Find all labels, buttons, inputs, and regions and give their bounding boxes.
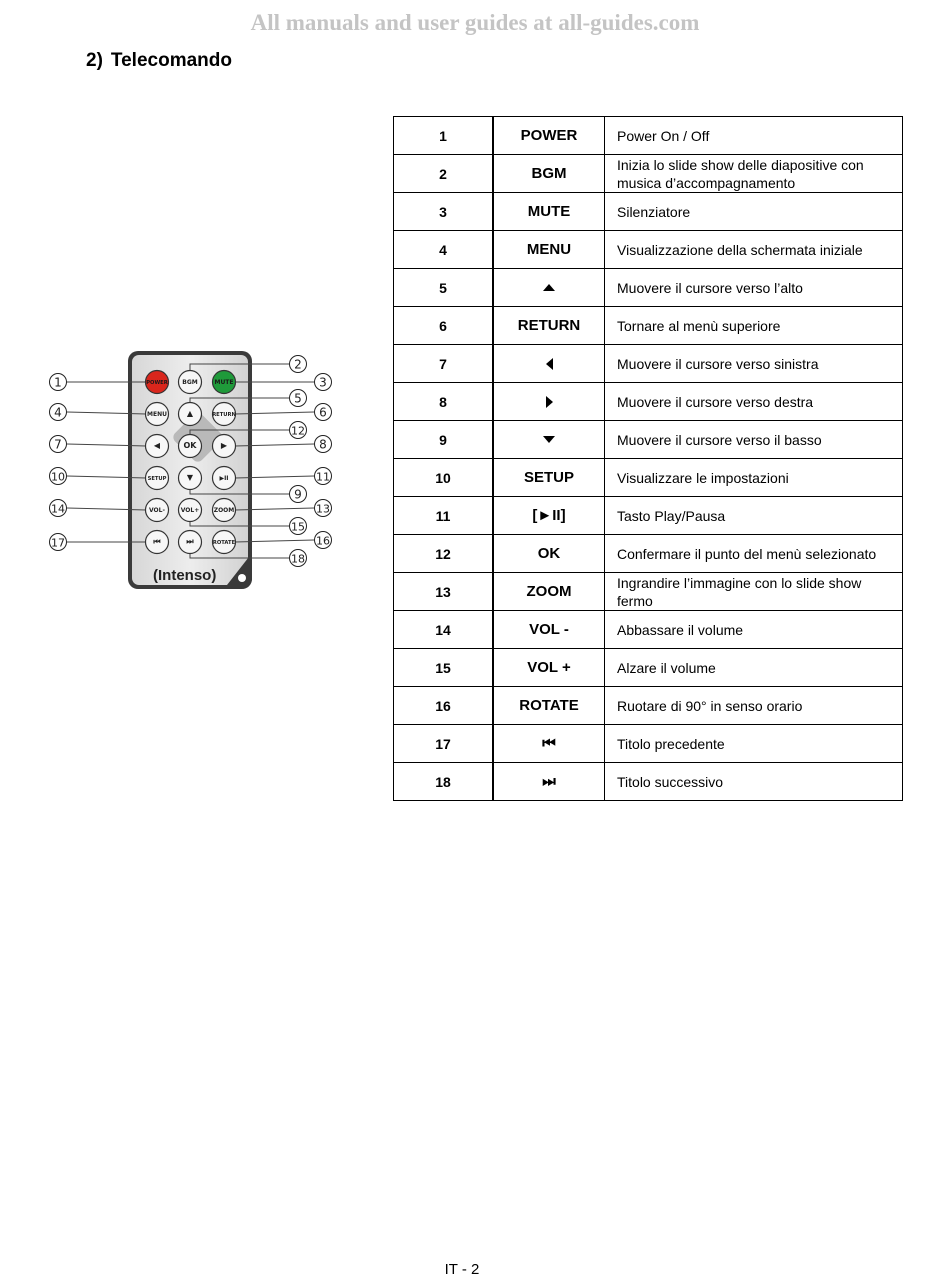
ok-button <box>179 435 202 458</box>
table-row <box>394 649 903 687</box>
table-row <box>394 535 903 573</box>
remote-control-diagram <box>40 348 340 596</box>
arrow-left-icon <box>546 358 553 370</box>
row-number: 3 <box>394 193 494 231</box>
row-number: 6 <box>394 307 494 345</box>
row-description: Confermare il punto del menù selezionato <box>605 535 903 573</box>
row-key: MUTE <box>493 193 605 231</box>
bgm-button <box>179 371 202 394</box>
arrow-right-icon <box>546 396 553 408</box>
row-key: ZOOM <box>493 573 605 611</box>
row-number: 8 <box>394 383 494 421</box>
table-row <box>394 231 903 269</box>
row-key: POWER <box>493 117 605 155</box>
callout-number-3: 3 <box>319 375 327 390</box>
right-button-label: ▶ <box>220 441 228 451</box>
table-row <box>394 687 903 725</box>
vol-plus-button-label: VOL+ <box>180 507 200 515</box>
power-button-label: POWER <box>146 380 168 387</box>
section-number: 2) <box>86 50 103 71</box>
callout-number-8: 8 <box>319 437 327 452</box>
bgm-button-label: BGM <box>182 379 198 387</box>
ok-button-label: OK <box>183 441 197 451</box>
vol-minus-button <box>146 499 169 522</box>
row-key <box>493 345 605 383</box>
callout-number-16: 16 <box>316 534 330 548</box>
row-key: [►II] <box>493 497 605 535</box>
callout-number-18: 18 <box>291 552 305 566</box>
prev-button-label: ⏮ <box>153 537 161 547</box>
mute-button <box>213 371 236 394</box>
row-number: 5 <box>394 269 494 307</box>
table-row <box>394 459 903 497</box>
row-number: 13 <box>394 573 494 611</box>
table-row <box>394 269 903 307</box>
callout-number-9: 9 <box>294 487 302 502</box>
row-number: 18 <box>394 763 494 801</box>
play-pause-button <box>213 467 236 490</box>
row-description: Muovere il cursore verso l’alto <box>605 269 903 307</box>
down-button-label: ▼ <box>186 473 194 483</box>
callout-number-4: 4 <box>54 405 62 420</box>
prev-button <box>146 531 169 554</box>
row-number: 17 <box>394 725 494 763</box>
row-number: 2 <box>394 155 494 193</box>
key-table <box>393 116 903 801</box>
callout-number-11: 11 <box>316 470 330 484</box>
table-row <box>394 497 903 535</box>
callout-number-13: 13 <box>316 502 330 516</box>
mute-button-label: MUTE <box>214 379 234 387</box>
setup-button <box>146 467 169 490</box>
callout-number-10: 10 <box>51 470 65 484</box>
row-key: VOL + <box>493 649 605 687</box>
up-button <box>179 403 202 426</box>
remote-brand-logo: (Intenso) <box>153 567 217 584</box>
table-row <box>394 421 903 459</box>
rotate-button <box>213 531 236 554</box>
row-key: BGM <box>493 155 605 193</box>
play-pause-button-label: ▶II <box>219 475 229 483</box>
row-key: RETURN <box>493 307 605 345</box>
row-description: Muovere il cursore verso destra <box>605 383 903 421</box>
callout-number-17: 17 <box>51 536 65 550</box>
next-button <box>179 531 202 554</box>
callout-number-6: 6 <box>319 405 327 420</box>
power-button <box>146 371 169 394</box>
arrow-down-icon <box>543 436 555 443</box>
row-description: Titolo successivo <box>605 763 903 801</box>
callout-number-15: 15 <box>291 520 305 534</box>
left-button <box>146 435 169 458</box>
row-number: 7 <box>394 345 494 383</box>
row-description: Inizia lo slide show delle diapositive con musica d’accompagnamento <box>605 155 903 193</box>
rotate-button-label: ROTATE <box>212 540 236 547</box>
return-button-label: RETURN <box>212 412 236 419</box>
row-key <box>493 383 605 421</box>
row-number: 1 <box>394 117 494 155</box>
row-description: Titolo precedente <box>605 725 903 763</box>
right-button <box>213 435 236 458</box>
section-heading <box>86 50 232 72</box>
row-number: 9 <box>394 421 494 459</box>
zoom-button <box>213 499 236 522</box>
table-row <box>394 193 903 231</box>
setup-button-label: SETUP <box>147 476 167 483</box>
arrow-up-icon <box>543 284 555 291</box>
row-description: Tornare al menù superiore <box>605 307 903 345</box>
page-number: IT - 2 <box>444 1261 480 1278</box>
row-number: 16 <box>394 687 494 725</box>
menu-button-label: MENU <box>147 411 167 419</box>
row-key: MENU <box>493 231 605 269</box>
down-button <box>179 467 202 490</box>
row-key: ROTATE <box>493 687 605 725</box>
left-button-label: ◀ <box>153 441 161 451</box>
watermark: All manuals and user guides at all-guides.com <box>250 10 700 35</box>
row-number: 4 <box>394 231 494 269</box>
table-row <box>394 307 903 345</box>
callout-number-7: 7 <box>54 437 62 452</box>
vol-minus-button-label: VOL- <box>149 507 165 515</box>
callout-number-14: 14 <box>51 502 65 516</box>
return-button <box>212 403 236 426</box>
table-row <box>394 573 903 611</box>
row-number: 10 <box>394 459 494 497</box>
vol-plus-button <box>179 499 202 522</box>
table-row <box>394 155 903 193</box>
row-description: Muovere il cursore verso sinistra <box>605 345 903 383</box>
row-description: Power On / Off <box>605 117 903 155</box>
row-description: Muovere il cursore verso il basso <box>605 421 903 459</box>
row-number: 14 <box>394 611 494 649</box>
row-key: ⏮ <box>493 725 605 763</box>
table-row <box>394 345 903 383</box>
row-key <box>493 269 605 307</box>
table-row <box>394 383 903 421</box>
table-row <box>394 117 903 155</box>
row-key: VOL - <box>493 611 605 649</box>
row-description: Tasto Play/Pausa <box>605 497 903 535</box>
table-row <box>394 725 903 763</box>
row-description: Silenziatore <box>605 193 903 231</box>
callout-number-5: 5 <box>294 391 302 406</box>
row-description: Abbassare il volume <box>605 611 903 649</box>
row-key: OK <box>493 535 605 573</box>
table-row <box>394 611 903 649</box>
callout-number-12: 12 <box>291 424 305 438</box>
next-button-label: ⏭ <box>186 537 194 547</box>
up-button-label: ▲ <box>186 409 194 419</box>
row-description: Alzare il volume <box>605 649 903 687</box>
menu-button <box>146 403 169 426</box>
section-title: Telecomando <box>110 50 232 71</box>
row-key: SETUP <box>493 459 605 497</box>
row-description: Visualizzare le impostazioni <box>605 459 903 497</box>
callout-number-1: 1 <box>54 375 62 390</box>
row-key <box>493 421 605 459</box>
table-row <box>394 763 903 801</box>
ir-led <box>238 574 246 582</box>
row-key: ⏭ <box>493 763 605 801</box>
row-number: 15 <box>394 649 494 687</box>
row-description: Ingrandire l’immagine con lo slide show fermo <box>605 573 903 611</box>
row-description: Visualizzazione della schermata iniziale <box>605 231 903 269</box>
row-number: 12 <box>394 535 494 573</box>
row-description: Ruotare di 90° in senso orario <box>605 687 903 725</box>
row-number: 11 <box>394 497 494 535</box>
callout-number-2: 2 <box>294 357 302 372</box>
zoom-button-label: ZOOM <box>213 507 235 515</box>
